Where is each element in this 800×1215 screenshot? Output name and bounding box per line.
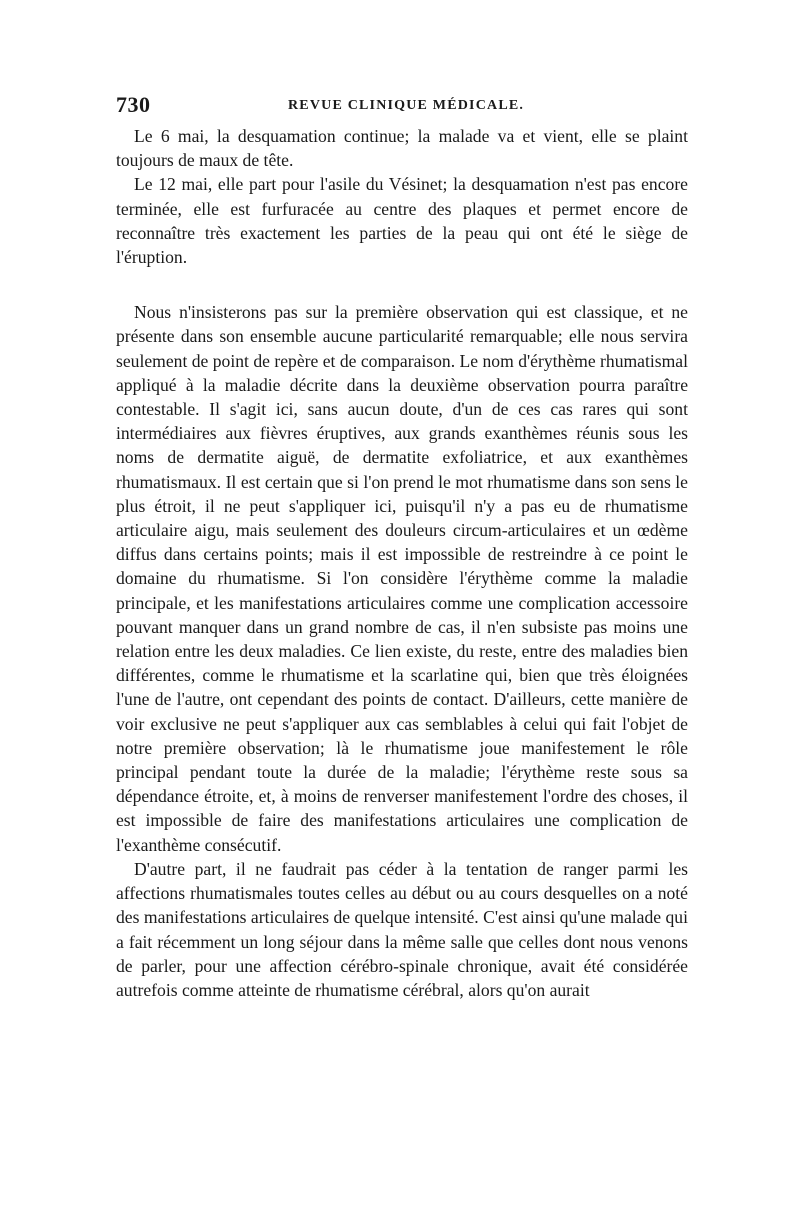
running-head (116, 92, 688, 122)
paragraph-desquamation-12-mai: Le 12 mai, elle part pour l'asile du Vésinet; la desquamation n'est pas encore terminée, elle est furfuracée au centre des plaques et permet encore de reconnaître très exactement les parties de la peau qui ont été le siège de l'éruption. (116, 174, 688, 268)
paragraph-desquamation-6-mai: Le 6 mai, la desquamation continue; la malade va et vient, elle se plaint toujours de maux de tête. (116, 126, 688, 171)
paragraph-affections-rhumatismales: D'autre part, il ne faudrait pas céder à la tentation de ranger parmi les affections rhumatismales toutes celles au début ou au cours desquelles on a noté des manifestations articulaires de quelque intensité. C'est ainsi qu'une malade qui a fait récemment un long séjour dans la même salle que celles dont nous venons de parler, pour une affection cérébro-spinale chronique, avait été considérée autrefois comme atteinte de rhumatisme cérébral, alors qu'on aurait (116, 858, 688, 1000)
body-text (116, 124, 688, 1002)
page-number: 730 (116, 92, 151, 117)
journal-title: REVUE CLINIQUE MÉDICALE. (288, 98, 525, 113)
paragraph-discussion-erytheme: Nous n'insisterons pas sur la première observation qui est classique, et ne présente dans son ensemble aucune particularité remarquable; elle nous servira seulement de point de repère et de comparaison. Le nom d'érythème rhumatismal appliqué à la maladie décrite dans la deuxième observation pourra paraître contestable. Il s'agit ici, sans aucun doute, d'un de ces cas rares qui sont intermédiaires aux fièvres éruptives, aux grands exanthèmes réunis sous les noms de dermatite aiguë, de dermatite exfoliatrice, et aux exanthèmes rhumatismaux. Il est certain que si l'on prend le mot rhumatisme dans son sens le plus étroit, il ne peut s'appliquer ici, puisqu'il n'y a pas eu de rhumatisme articulaire aigu, mais seulement des douleurs circum-articulaires et un œdème diffus dans certains points; mais il est impossible de restreindre à ce point le domaine du rhumatisme. Si l'on considère l'érythème comme la maladie principale, et les manifestations articulaires comme une complication accessoire pouvant manquer dans un grand nombre de cas, il n'en subsiste pas moins une relation entre les deux maladies. Ce lien existe, du reste, entre des maladies bien différentes, comme le rhumatisme et la scarlatine qui, bien que très éloignées l'une de l'autre, ont cependant des points de contact. D'ailleurs, cette manière de voir exclusive ne peut s'appliquer aux cas semblables à celui qui fait l'objet de notre première observation; là le rhumatisme joue manifestement le rôle principal pendant toute la durée de la maladie; l'érythème reste sous sa dépendance étroite, et, à moins de renverser manifestement l'ordre des choses, il est impossible de faire des manifestations articulaires une complication de l'exanthème consécutif. (116, 302, 688, 855)
